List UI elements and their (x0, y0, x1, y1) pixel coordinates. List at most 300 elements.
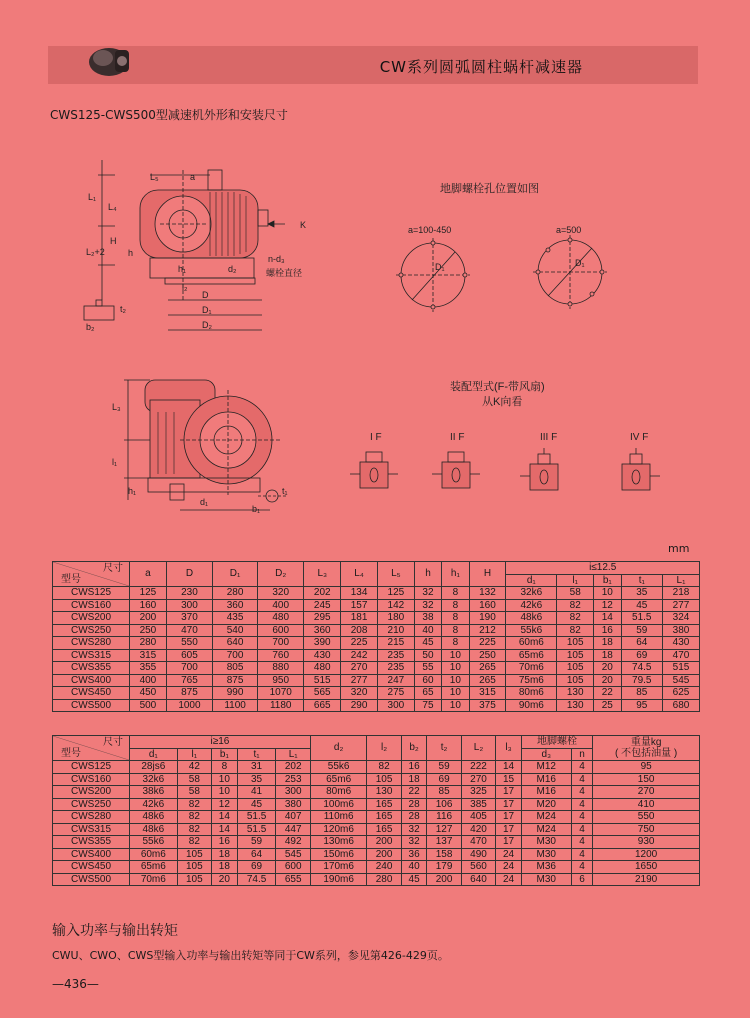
table-cell: 10 (212, 773, 238, 786)
table-cell: 58 (177, 786, 211, 799)
table-cell: CWS125 (53, 761, 130, 774)
table-cell: 10 (442, 699, 469, 712)
table-cell: 85 (427, 786, 461, 799)
table-cell: 8 (212, 761, 238, 774)
table-cell: 265 (469, 662, 506, 675)
form-2f: II F (450, 432, 465, 443)
table-cell: 280 (367, 873, 401, 886)
table-cell: 42k6 (506, 599, 557, 612)
table-cell: 218 (663, 587, 700, 600)
table-cell: 105 (177, 873, 211, 886)
table-cell: 59 (621, 624, 663, 637)
table-cell: 150 (593, 773, 700, 786)
sub-header: L₁ (276, 748, 310, 761)
table-cell: 320 (341, 687, 378, 700)
table-cell: 290 (341, 699, 378, 712)
table-cell: 4 (571, 811, 593, 824)
table-cell: 400 (130, 674, 167, 687)
sub-header: l₁ (557, 574, 594, 587)
table-cell: 10 (594, 587, 621, 600)
table-cell: M12 (521, 761, 571, 774)
table-cell: 130 (557, 687, 594, 700)
table-cell: 407 (276, 811, 310, 824)
table-cell: 242 (341, 649, 378, 662)
table-cell: 640 (213, 637, 258, 650)
table-cell: 235 (377, 649, 414, 662)
corner-bottom: 型号 (61, 747, 81, 759)
table-cell: 24 (496, 861, 522, 874)
table-cell: 1100 (213, 699, 258, 712)
col-header: L₂ (461, 736, 495, 761)
table-cell: 82 (367, 761, 401, 774)
label-nd3: n-d₃ (268, 254, 285, 264)
table-cell: 14 (212, 811, 238, 824)
table-cell: 560 (461, 861, 495, 874)
col-header: t₂ (427, 736, 461, 761)
table-cell: 930 (593, 836, 700, 849)
table-cell: 60m6 (130, 848, 178, 861)
table-cell: 24 (496, 848, 522, 861)
table-cell: 405 (461, 811, 495, 824)
table-cell: 132 (469, 587, 506, 600)
section-title: 输入功率与输出转矩 (52, 923, 178, 939)
table-cell: 59 (427, 761, 461, 774)
table-cell: 157 (341, 599, 378, 612)
table-cell: 500 (130, 699, 167, 712)
table-cell: 75m6 (506, 674, 557, 687)
table-row (53, 773, 700, 786)
table-cell: M24 (521, 811, 571, 824)
table-cell: 110m6 (310, 811, 366, 824)
foot-title: 地脚螺栓孔位置如图 (440, 183, 539, 195)
table-cell: 17 (496, 798, 522, 811)
label-side-h1: h₁ (128, 486, 137, 496)
table-cell: 360 (213, 599, 258, 612)
table-cell: 235 (377, 662, 414, 675)
col-header: h (414, 562, 441, 587)
table-cell: 4 (571, 861, 593, 874)
sub-header: t₁ (621, 574, 663, 587)
table-cell: 1650 (593, 861, 700, 874)
table-cell: 17 (496, 786, 522, 799)
table-row (53, 662, 700, 675)
table-row (53, 599, 700, 612)
table-cell: CWS500 (53, 873, 130, 886)
form-4f: IV F (630, 432, 649, 443)
table-cell: 105 (177, 861, 211, 874)
table-cell: 375 (469, 699, 506, 712)
table-cell: 80m6 (310, 786, 366, 799)
table-row (53, 637, 700, 650)
label-t2: t₂ (120, 304, 126, 314)
table-cell: M30 (521, 848, 571, 861)
table-cell: 32k6 (130, 773, 178, 786)
table-cell: 105 (557, 674, 594, 687)
table-cell: 450 (130, 687, 167, 700)
table-cell: 545 (663, 674, 700, 687)
table-cell: 212 (469, 624, 506, 637)
table-cell: 16 (594, 624, 621, 637)
corner-cell (53, 562, 130, 587)
table-cell: 640 (461, 873, 495, 886)
table-cell: M20 (521, 798, 571, 811)
table-cell: 225 (469, 637, 506, 650)
corner-bottom: 型号 (61, 573, 81, 585)
label-L3: L₃ (112, 402, 121, 412)
table-cell: 74.5 (237, 873, 276, 886)
label-L1: L₁ (88, 192, 97, 202)
table-cell: 125 (377, 587, 414, 600)
table-cell: 95 (621, 699, 663, 712)
d1-large: D₁ (575, 258, 585, 268)
table-cell: 58 (177, 773, 211, 786)
table-row (53, 786, 700, 799)
table-cell: 32 (401, 836, 427, 849)
table-cell: 280 (130, 637, 167, 650)
table-cell: 100m6 (310, 798, 366, 811)
table-cell: 300 (276, 786, 310, 799)
table-cell: 1070 (258, 687, 304, 700)
table-cell: 655 (276, 873, 310, 886)
table-cell: 90m6 (506, 699, 557, 712)
label-a: a (190, 172, 196, 182)
table-cell: 435 (213, 612, 258, 625)
table-cell: 165 (367, 798, 401, 811)
table-row (53, 612, 700, 625)
page-title: CW系列圆弧圆柱蜗杆减速器 (379, 58, 583, 76)
table-cell: 202 (304, 587, 341, 600)
table-cell: 8 (442, 587, 469, 600)
col-header: h₁ (442, 562, 469, 587)
col-header: D (166, 562, 212, 587)
table-cell: 42k6 (130, 798, 178, 811)
table-cell: 130 (367, 786, 401, 799)
table-cell: 380 (663, 624, 700, 637)
header-row (53, 736, 700, 749)
table-cell: 18 (212, 848, 238, 861)
table-cell: 700 (213, 649, 258, 662)
table-cell: 69 (237, 861, 276, 874)
table-cell: 65 (414, 687, 441, 700)
table-cell: 10 (442, 687, 469, 700)
label-b2: b₂ (86, 322, 95, 332)
table-cell: CWS450 (53, 687, 130, 700)
table-cell: 64 (237, 848, 276, 861)
sub-header: d₁ (130, 748, 178, 761)
table-cell: 28 (401, 798, 427, 811)
table-cell: 16 (212, 836, 238, 849)
table-row (53, 811, 700, 824)
table-cell: 280 (213, 587, 258, 600)
table-cell: 222 (461, 761, 495, 774)
col-header: a (130, 562, 167, 587)
table-cell: CWS280 (53, 637, 130, 650)
label-D2: D₂ (202, 320, 212, 330)
section-note: CWU、CWO、CWS型输入功率与输出转矩等同于CW系列，参见第426-429页。 (52, 949, 449, 962)
table-cell: 390 (304, 637, 341, 650)
table-cell: 130 (557, 699, 594, 712)
table-cell: 165 (367, 811, 401, 824)
table-cell: 64 (621, 637, 663, 650)
corner-cell (53, 736, 130, 761)
table-cell: 58 (557, 587, 594, 600)
table-cell: 142 (377, 599, 414, 612)
table-cell: 875 (166, 687, 212, 700)
assembly-title: 装配型式(F-带风扇) (450, 381, 545, 393)
table-cell: 40 (414, 624, 441, 637)
form-3f: III F (540, 432, 558, 443)
label-D1: D₁ (202, 305, 212, 315)
table-cell: 35 (237, 773, 276, 786)
table-cell: 200 (367, 836, 401, 849)
table-cell: 179 (427, 861, 461, 874)
table-cell: 18 (212, 861, 238, 874)
label-D: D (202, 290, 209, 300)
table-cell: M16 (521, 773, 571, 786)
page-number: —436— (52, 977, 99, 991)
table-cell: 250 (469, 649, 506, 662)
table-cell: M16 (521, 786, 571, 799)
table-cell: 2190 (593, 873, 700, 886)
table-row (53, 687, 700, 700)
table-cell: CWS500 (53, 699, 130, 712)
table-cell: 430 (663, 637, 700, 650)
table-cell: 400 (258, 599, 304, 612)
table-row (53, 624, 700, 637)
table-cell: 470 (461, 836, 495, 849)
table-cell: CWS315 (53, 823, 130, 836)
table-cell: 4 (571, 773, 593, 786)
bolt-sub-header: n (571, 748, 593, 761)
label-L5: L₅ (150, 172, 159, 182)
table-cell: 14 (594, 612, 621, 625)
table-cell: 165 (367, 823, 401, 836)
assembly-forms (350, 448, 660, 490)
side-view (124, 380, 288, 510)
table-cell: 300 (166, 599, 212, 612)
table-cell: 275 (377, 687, 414, 700)
label-K: K (300, 220, 307, 230)
table-cell: 45 (621, 599, 663, 612)
sub-header: b₁ (212, 748, 238, 761)
table-cell: 805 (213, 662, 258, 675)
table-cell: 380 (276, 798, 310, 811)
table-cell: 470 (166, 624, 212, 637)
table-row (53, 761, 700, 774)
col-header: D₁ (213, 562, 258, 587)
table-cell: 250 (130, 624, 167, 637)
table-cell: 70m6 (506, 662, 557, 675)
table-cell: 75 (414, 699, 441, 712)
table-cell: 45 (401, 873, 427, 886)
table-cell: 247 (377, 674, 414, 687)
table-cell: 300 (377, 699, 414, 712)
table-cell: 230 (166, 587, 212, 600)
sub-header: L₁ (663, 574, 700, 587)
table-cell: 105 (557, 662, 594, 675)
table-cell: CWS250 (53, 798, 130, 811)
table-cell: 8 (442, 599, 469, 612)
table-cell: 8 (442, 612, 469, 625)
table-cell: CWS450 (53, 861, 130, 874)
col-header: l₃ (496, 736, 522, 761)
table-cell: 600 (276, 861, 310, 874)
table-cell: 225 (341, 637, 378, 650)
table-cell: 16 (401, 761, 427, 774)
table-cell: 120m6 (310, 823, 366, 836)
table-cell: CWS250 (53, 624, 130, 637)
table-cell: 315 (469, 687, 506, 700)
table-cell: M30 (521, 873, 571, 886)
table-cell: 160 (130, 599, 167, 612)
table-cell: 55k6 (310, 761, 366, 774)
col-header: L₃ (304, 562, 341, 587)
table-cell: 65m6 (310, 773, 366, 786)
table-row (53, 674, 700, 687)
table-cell: 38k6 (130, 786, 178, 799)
table-cell: 134 (341, 587, 378, 600)
table-cell: 32 (414, 587, 441, 600)
table-cell: 270 (593, 786, 700, 799)
table-row (53, 836, 700, 849)
table-cell: 208 (341, 624, 378, 637)
table-cell: 85 (621, 687, 663, 700)
table-cell: 65m6 (506, 649, 557, 662)
table-cell: 545 (276, 848, 310, 861)
table-cell: 17 (496, 823, 522, 836)
table-cell: 45 (414, 637, 441, 650)
table-cell: 60m6 (506, 637, 557, 650)
table-cell: 130m6 (310, 836, 366, 849)
table-cell: 82 (557, 624, 594, 637)
table-cell: 137 (427, 836, 461, 849)
table-cell: 202 (276, 761, 310, 774)
table-cell: 565 (304, 687, 341, 700)
table-cell: 200 (427, 873, 461, 886)
table-cell: 22 (594, 687, 621, 700)
table-cell: 370 (166, 612, 212, 625)
table-cell: 150m6 (310, 848, 366, 861)
table-cell: 40 (401, 861, 427, 874)
group-header: i≤12.5 (506, 562, 700, 575)
table-cell: 240 (367, 861, 401, 874)
table-row (53, 861, 700, 874)
sub-header: b₁ (594, 574, 621, 587)
table-cell: 210 (377, 624, 414, 637)
col-header: D₂ (258, 562, 304, 587)
d1-small: D₁ (435, 262, 445, 272)
table-cell: 6 (571, 873, 593, 886)
table-cell: 4 (571, 798, 593, 811)
table-row (53, 848, 700, 861)
label-d2: d₂ (228, 264, 237, 274)
table-cell: CWS315 (53, 649, 130, 662)
table-cell: 32 (414, 599, 441, 612)
table-cell: 105 (557, 649, 594, 662)
table-cell: 4 (571, 823, 593, 836)
col-header: l₂ (367, 736, 401, 761)
col-header: d₂ (310, 736, 366, 761)
table-cell: 82 (557, 612, 594, 625)
table-cell: 277 (663, 599, 700, 612)
table-cell: CWS160 (53, 773, 130, 786)
table-row (53, 873, 700, 886)
label-h: h (128, 248, 134, 258)
table-cell: CWS125 (53, 587, 130, 600)
label-l2: l₂ (182, 282, 188, 292)
table-cell: 180 (377, 612, 414, 625)
table-cell: 10 (442, 674, 469, 687)
table-cell: 55k6 (506, 624, 557, 637)
table-row (53, 649, 700, 662)
table-cell: 540 (213, 624, 258, 637)
table-cell: 480 (258, 612, 304, 625)
sub-header: l₁ (177, 748, 211, 761)
table-cell: 277 (341, 674, 378, 687)
bolt-header: 地脚螺栓 (521, 736, 592, 749)
table-cell: 760 (258, 649, 304, 662)
table-cell: 51.5 (621, 612, 663, 625)
table-cell: 190 (469, 612, 506, 625)
table-cell: 20 (594, 662, 621, 675)
table-cell: 116 (427, 811, 461, 824)
table-cell: 38 (414, 612, 441, 625)
table-cell: 10 (442, 649, 469, 662)
table-cell: 18 (594, 637, 621, 650)
table-cell: 765 (166, 674, 212, 687)
table-cell: 82 (177, 836, 211, 849)
table-cell: 22 (401, 786, 427, 799)
table-cell: 515 (663, 662, 700, 675)
label-t1: t₁ (282, 486, 288, 496)
table-cell: 700 (258, 637, 304, 650)
table-cell: 36 (401, 848, 427, 861)
weight-label: 重量kg (630, 736, 662, 748)
table-cell: 265 (469, 674, 506, 687)
table-cell: 127 (427, 823, 461, 836)
table-cell: 4 (571, 848, 593, 861)
table-cell: 105 (557, 637, 594, 650)
table-cell: M36 (521, 861, 571, 874)
table-cell: 80m6 (506, 687, 557, 700)
table-cell: 385 (461, 798, 495, 811)
label-L4: L₄ (108, 202, 117, 212)
sub-header: d₁ (506, 574, 557, 587)
table-cell: 4 (571, 761, 593, 774)
col-header: L₅ (377, 562, 414, 587)
table-cell: 181 (341, 612, 378, 625)
table-cell: 48k6 (130, 823, 178, 836)
unit-label: mm (668, 542, 690, 555)
foot-bolt-diagram (396, 235, 607, 312)
table-cell: 20 (594, 674, 621, 687)
table-row (53, 699, 700, 712)
table-cell: 480 (304, 662, 341, 675)
table-cell: 200 (130, 612, 167, 625)
table-cell: 32 (401, 823, 427, 836)
table-cell: 880 (258, 662, 304, 675)
table-cell: 170m6 (310, 861, 366, 874)
table-cell: CWS400 (53, 848, 130, 861)
table-cell: 215 (377, 637, 414, 650)
label-b1: b₁ (252, 504, 261, 514)
table-cell: CWS200 (53, 612, 130, 625)
table-cell: 1180 (258, 699, 304, 712)
table-cell: CWS355 (53, 836, 130, 849)
table-cell: 25 (594, 699, 621, 712)
a-small: a=100-450 (408, 225, 452, 235)
table-cell: 245 (304, 599, 341, 612)
